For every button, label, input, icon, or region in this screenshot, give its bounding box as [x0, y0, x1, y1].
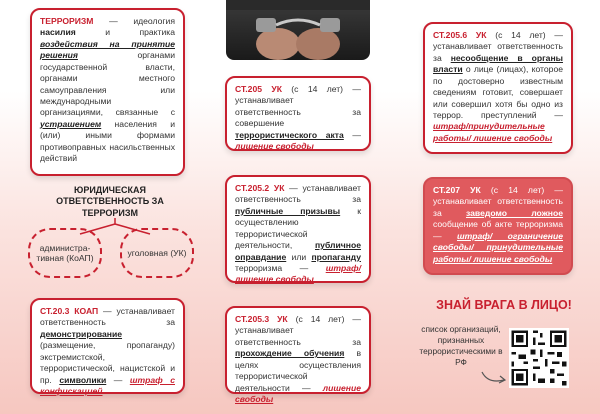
st2052-bold: пропаганду — [311, 251, 361, 262]
st205-title: СТ.205 УК — [235, 84, 282, 94]
st2052-text: к осуществлению террористической деятельности, — [235, 205, 361, 251]
koap-title: СТ.20.3 КОАП — [40, 306, 99, 316]
koap-bold: демонстрирование — [40, 328, 123, 339]
st207-text: (с 14 лет) — устанавливает ответственность за — [433, 185, 563, 218]
st207-penalty: штраф/ ограничение свободы/ принудительные работы/ лишение свободы — [433, 230, 563, 264]
admin-label: администра-тивная (КоАП) — [36, 243, 94, 263]
def-bold: воздействия на принятие решения — [40, 38, 175, 61]
st2053-penalty: лишение свободы — [235, 382, 361, 404]
administrative-oval — [28, 228, 102, 278]
def-text: органами государственной власти, органами местного самоуправления или международными организациями, связанные с — [40, 50, 175, 118]
st2053-bold: прохождение обучения — [235, 348, 345, 359]
st2052-bold: публичное оправдание — [235, 240, 361, 262]
st2052-text: или — [286, 251, 312, 262]
koap-text: (размещение, пропаганду) экстремистской, террористической, нацистской и пр. — [40, 340, 175, 385]
st205-text: — — [343, 129, 361, 140]
def-text: и практика — [75, 27, 175, 38]
know-enemy-heading: ЗНАЙ ВРАГА В ЛИЦО! — [436, 298, 572, 312]
def-bold: насилия — [40, 27, 76, 38]
st2052-penalty: штраф/лишение свободы — [235, 262, 361, 285]
legal-responsibility-title: ЮРИДИЧЕСКАЯ ОТВЕТСТВЕННОСТЬ ЗА ТЕРРОРИЗМ — [56, 185, 164, 218]
st2052-text: — устанавливает ответственность за — [235, 183, 361, 205]
st-205-3-card — [225, 306, 371, 404]
st207-bold: заведомо ложное — [465, 207, 564, 218]
def-text: — идеология — [93, 16, 175, 26]
def-bold: устрашением — [40, 118, 102, 129]
st2052-bold: публичные призывы — [235, 205, 341, 216]
term-title: ТЕРРОРИЗМ — [40, 16, 94, 26]
st2056-bold: несообщение в органы власти — [433, 52, 563, 75]
st205-bold: террористического акта — [235, 129, 344, 140]
st2056-text: о лице (лицах), которое по достоверно известным сведениям готовит, совершает или совершил хотя бы одно из террор. преступлений — — [433, 64, 563, 120]
st2056-penalty: штраф/принудительные работы/ лишение свободы — [433, 121, 553, 143]
st2056-text: (с 14 лет) — устанавливает ответственность за — [433, 30, 563, 63]
terrorism-definition-card — [30, 8, 185, 176]
qr-code-icon[interactable] — [509, 328, 569, 388]
st-205-card — [225, 76, 371, 151]
handcuffs-photo — [226, 0, 370, 60]
arrow-icon — [480, 368, 510, 388]
st207-title: СТ.207 УК — [433, 185, 481, 195]
criminal-oval — [120, 228, 194, 278]
st-205-6-card — [423, 22, 573, 154]
st2053-text: (с 14 лет) — устанавливает ответственность за — [235, 314, 361, 347]
st2052-text: терроризма — — [235, 262, 326, 273]
st205-text: (с 14 лет) — устанавливает ответственность за совершение — [235, 84, 361, 129]
st2053-title: СТ.205.3 УК — [235, 314, 288, 324]
st205-penalty: лишение свободы — [235, 141, 314, 152]
org-list-caption: список организаций, признанных террористическими в РФ — [419, 324, 503, 367]
koap-bold: символики — [59, 374, 107, 385]
koap-text: — — [106, 374, 130, 385]
criminal-label: уголовная (УК) — [127, 248, 187, 258]
st-207-card — [423, 177, 573, 275]
st2053-text: в целях осуществления террористической деятельности — — [235, 348, 362, 393]
handcuffs-icon — [226, 0, 370, 60]
def-text: населения и (или) иными формами противоправных насильственных действий — [40, 118, 175, 164]
st-205-2-card — [225, 175, 371, 283]
koap-penalty: штраф с конфискацией — [40, 374, 175, 396]
st2052-title: СТ.205.2 УК — [235, 183, 285, 193]
st207-text: сообщение об акте терроризма — — [433, 219, 563, 241]
st2056-title: СТ.205.6 УК — [433, 30, 487, 40]
koap-20-3-card — [30, 298, 185, 394]
koap-text: — устанавливает ответственность за — [40, 306, 175, 328]
